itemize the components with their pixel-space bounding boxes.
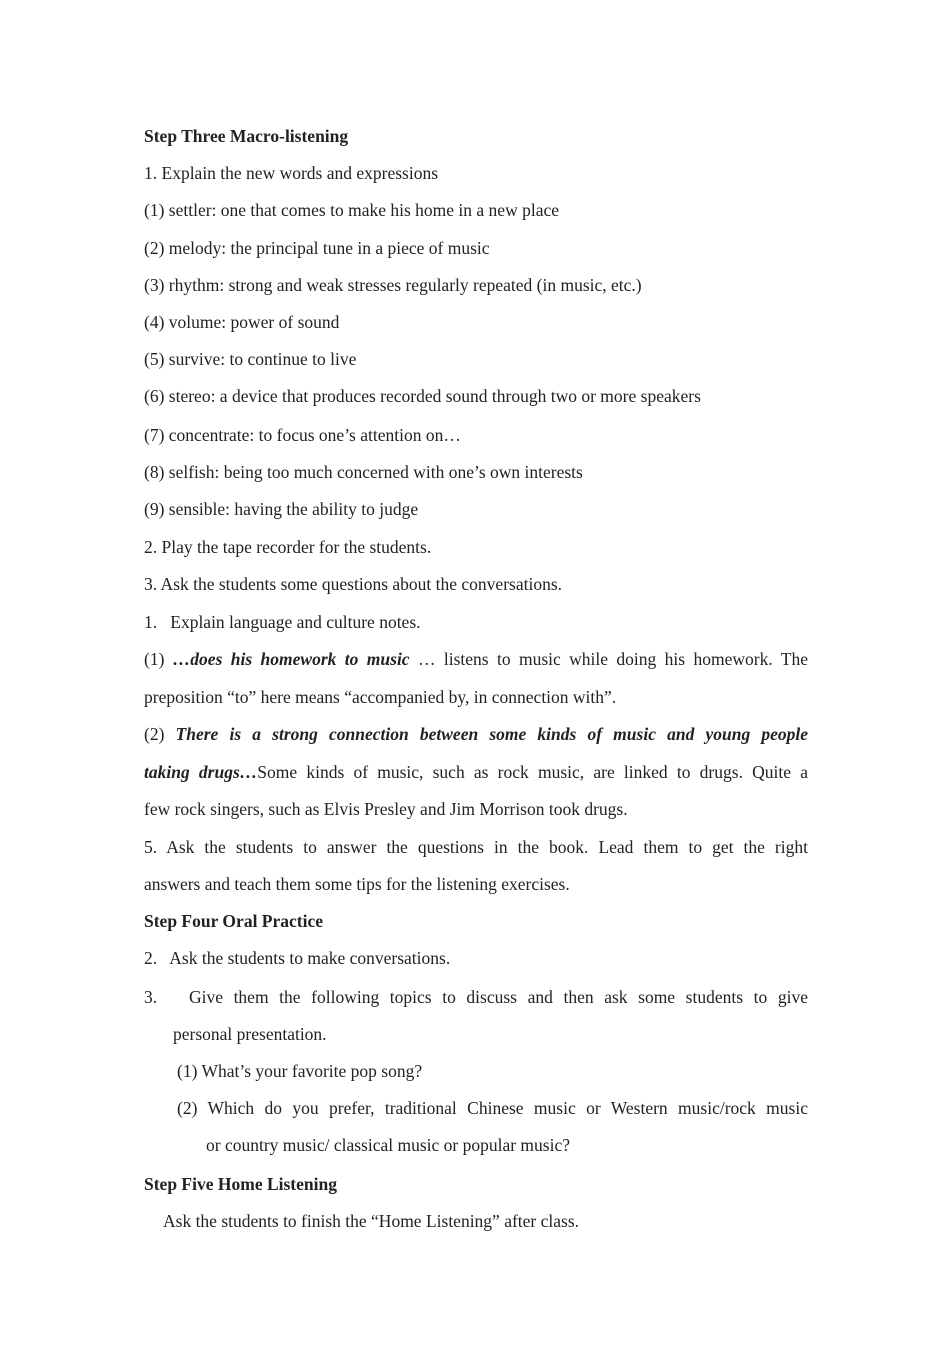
step-three-heading: Step Three Macro-listening (144, 126, 349, 146)
note-2-line-2 (144, 760, 808, 784)
step-four-heading: Step Four Oral Practice (144, 911, 323, 931)
word-item: (3) rhythm: strong and weak stresses regularly repeated (in music, etc.) (144, 275, 642, 295)
note-1-explanation: … listens to music while doing his homework. The (409, 649, 808, 669)
word-item: (4) volume: power of sound (144, 312, 340, 332)
step-three-item-5-line-1: 5. Ask the students to answer the questions in the book. Lead them to get the right (144, 837, 808, 857)
step-three-item-4: 1. Explain language and culture notes. (144, 612, 421, 632)
note-1-line-1 (144, 647, 808, 671)
word-item: (6) stereo: a device that produces recorded sound through two or more speakers (144, 386, 701, 406)
topic-2-line-1: (2) Which do you prefer, traditional Chinese music or Western music/rock music (177, 1098, 808, 1118)
step-four-item-3-line-2: personal presentation. (173, 1024, 327, 1044)
note-1-phrase: …does his homework to music (172, 649, 410, 669)
word-item: (1) settler: one that comes to make his home in a new place (144, 200, 560, 220)
word-item: (7) concentrate: to focus one’s attention on… (144, 425, 461, 445)
step-three-item-1: 1. Explain the new words and expressions (144, 163, 439, 183)
step-four-item-2: 2. Ask the students to make conversations. (144, 948, 451, 968)
step-three-item-3: 3. Ask the students some questions about the conversations. (144, 574, 563, 594)
topic-1: (1) What’s your favorite pop song? (177, 1061, 423, 1081)
note-2-line-3: few rock singers, such as Elvis Presley and Jim Morrison took drugs. (144, 799, 628, 819)
step-five-heading: Step Five Home Listening (144, 1174, 337, 1194)
word-item: (5) survive: to continue to live (144, 349, 357, 369)
step-five-text: Ask the students to finish the “Home Listening” after class. (163, 1211, 580, 1231)
note-2-number: (2) (144, 724, 176, 744)
note-2-phrase-end: taking drugs… (144, 762, 258, 782)
word-item: (2) melody: the principal tune in a piece of music (144, 238, 490, 258)
word-item: (8) selfish: being too much concerned with one’s own interests (144, 462, 583, 482)
step-four-item-3-line-1: 3. Give them the following topics to discuss and then ask some students to give (144, 987, 808, 1007)
note-1-number: (1) (144, 649, 173, 669)
step-three-item-5-line-2: answers and teach them some tips for the listening exercises. (144, 874, 570, 894)
word-item: (9) sensible: having the ability to judge (144, 499, 419, 519)
note-2-explanation: Some kinds of music, such as rock music, are linked to drugs. Quite a (257, 762, 808, 782)
note-2-line-1 (144, 722, 808, 746)
note-2-phrase: There is a strong connection between some kinds of music and young people (175, 724, 808, 744)
note-1-line-2: preposition “to” here means “accompanied by, in connection with”. (144, 687, 617, 707)
step-three-item-2: 2. Play the tape recorder for the students. (144, 537, 432, 557)
topic-2-line-2: or country music/ classical music or popular music? (206, 1135, 571, 1155)
